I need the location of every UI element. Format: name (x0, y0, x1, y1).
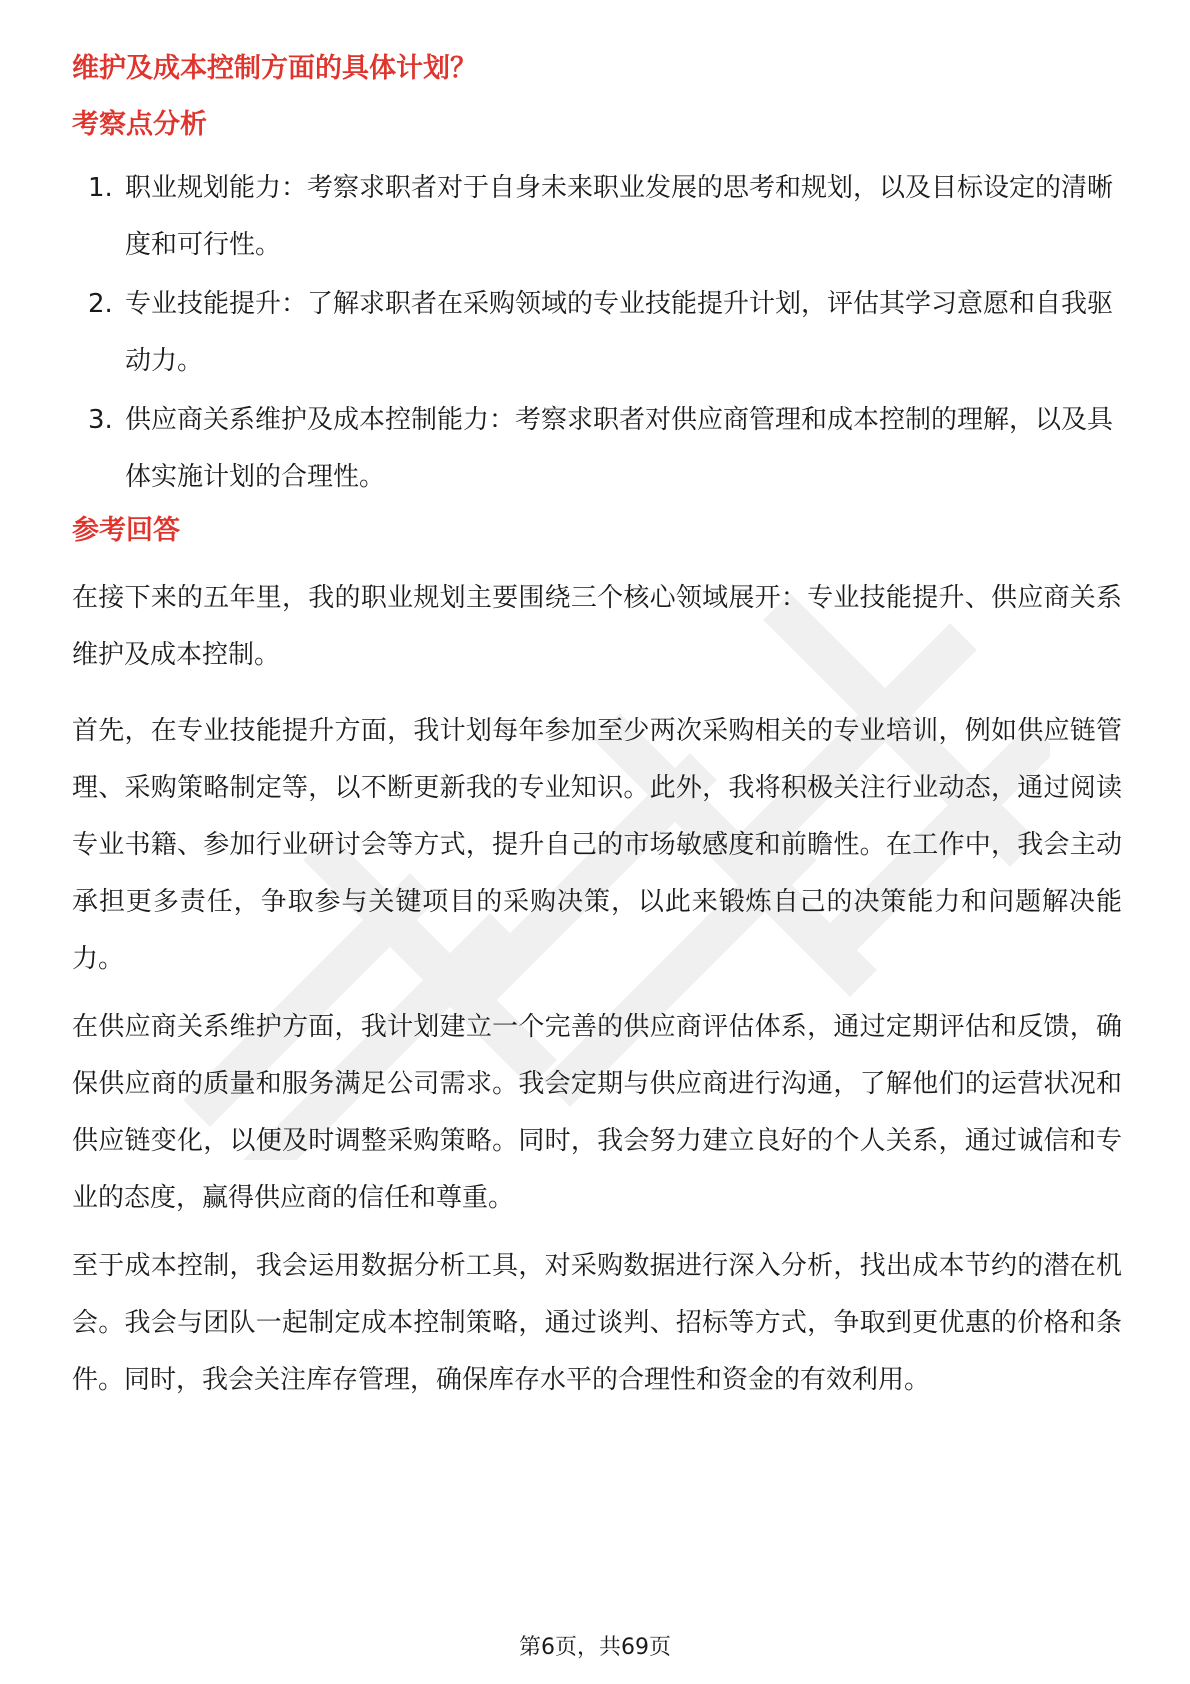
list-item (72, 276, 1122, 390)
answer-heading: 参考回答 (72, 515, 180, 546)
list-item-text: 职业规划能力：考察求职者对于自身未来职业发展的思考和规划，以及目标设定的清晰度和可行性。 (125, 173, 1114, 260)
list-number: 1. (88, 173, 113, 203)
list-item (72, 160, 1122, 274)
list-number: 2. (88, 289, 113, 319)
answer-paragraph: 在供应商关系维护方面，我计划建立一个完善的供应商评估体系，通过定期评估和反馈，确保供应商的质量和服务满足公司需求。我会定期与供应商进行沟通，了解他们的运营状况和供应链变化，以便及时调整采购策略。同时，我会努力建立良好的个人关系，通过诚信和专业的态度，赢得供应商的信任和尊重。 (72, 1012, 1122, 1213)
page-footer: 第6页，共69页 (519, 1635, 671, 1660)
list-item-text: 专业技能提升：了解求职者在采购领域的专业技能提升计划，评估其学习意愿和自我驱动力。 (125, 289, 1114, 376)
answer-paragraph: 在接下来的五年里，我的职业规划主要围绕三个核心领域展开：专业技能提升、供应商关系维护及成本控制。 (72, 583, 1122, 670)
list-number: 3. (88, 405, 113, 435)
list-item (72, 392, 1122, 506)
answer-paragraph: 至于成本控制，我会运用数据分析工具，对采购数据进行深入分析，找出成本节约的潜在机会。我会与团队一起制定成本控制策略，通过谈判、招标等方式，争取到更优惠的价格和条件。同时，我会关注库存管理，确保库存水平的合理性和资金的有效利用。 (72, 1251, 1122, 1395)
question-title: 维护及成本控制方面的具体计划？ (72, 53, 477, 84)
answer-paragraph: 首先，在专业技能提升方面，我计划每年参加至少两次采购相关的专业培训，例如供应链管理、采购策略制定等，以不断更新我的专业知识。此外，我将积极关注行业动态，通过阅读专业书籍、参加行业研讨会等方式，提升自己的市场敏感度和前瞻性。在工作中，我会主动承担更多责任，争取参与关键项目的采购决策，以此来锻炼自己的决策能力和问题解决能力。 (72, 716, 1122, 974)
list-item-text: 供应商关系维护及成本控制能力：考察求职者对供应商管理和成本控制的理解，以及具体实施计划的合理性。 (125, 405, 1114, 492)
analysis-list (72, 160, 1122, 508)
analysis-heading: 考察点分析 (72, 109, 207, 140)
